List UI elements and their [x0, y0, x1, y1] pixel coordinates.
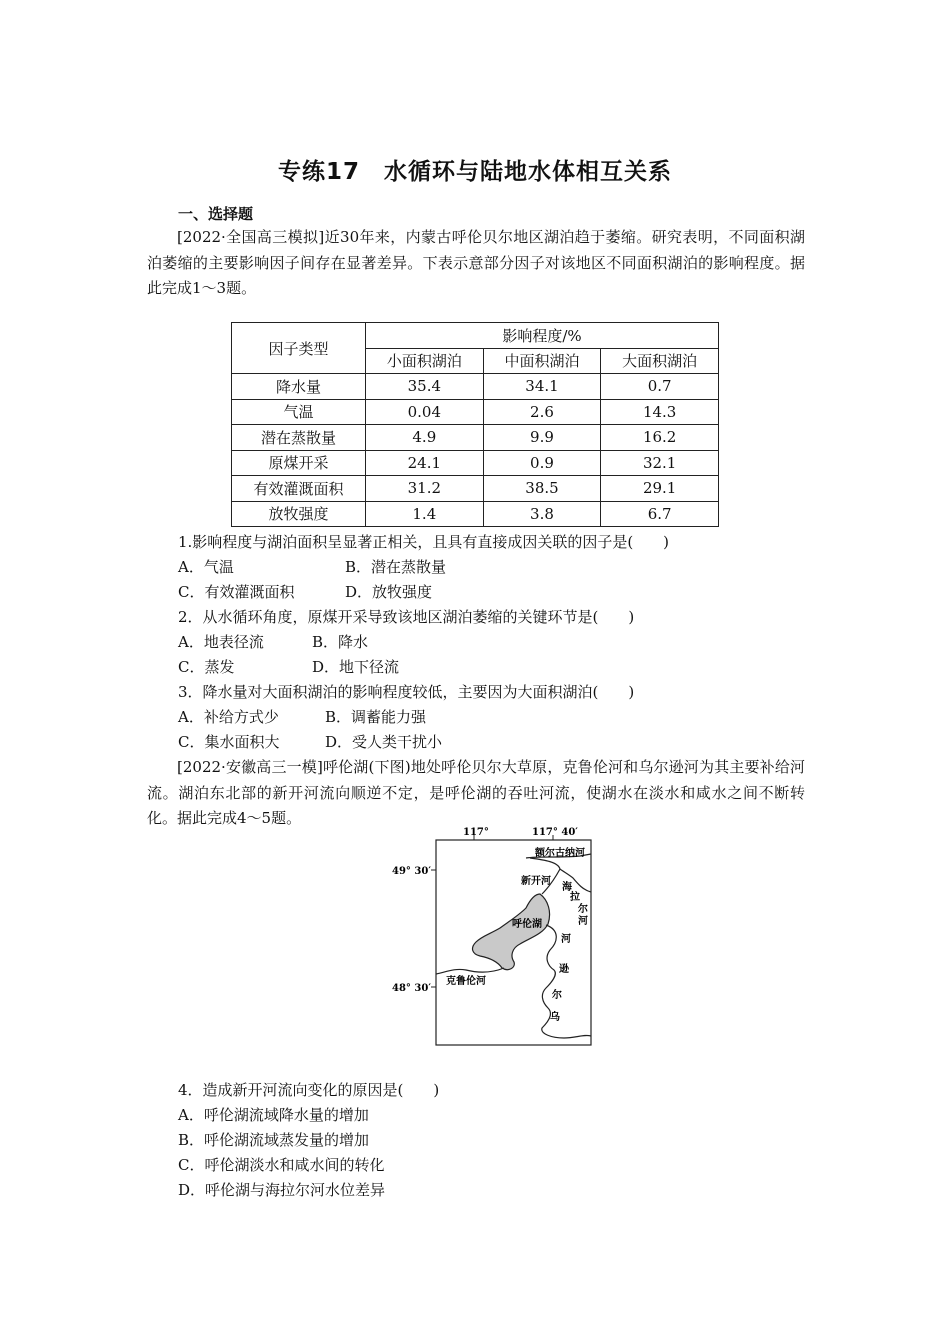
question-1-option-b[interactable]: B．潜在蒸散量 [345, 558, 447, 576]
table-col-small: 小面积湖泊 [366, 348, 484, 374]
label-hailaer-1: 海 [562, 882, 572, 893]
question-4-option-c[interactable]: C．呼伦湖淡水和咸水间的转化 [178, 1156, 385, 1174]
table-cell-factor: 潜在蒸散量 [232, 425, 366, 451]
question-3-option-d[interactable]: D．受人类干扰小 [325, 733, 443, 751]
map-lat-48-30: 48° 30′ [392, 983, 431, 994]
label-hailaer-2: 拉 [570, 892, 580, 903]
table-cell: 1.4 [366, 501, 484, 527]
intro-paragraph-2: [2022·安徽高三一模]呼伦湖(下图)地处呼伦贝尔大草原，克鲁伦河和乌尔逊河为其主要补给河流。湖泊东北部的新开河流向顺逆不定，是呼伦湖的吞吐河流，使湖水在淡水和咸水之间不断转化。据此完成4～5题。 [147, 758, 805, 827]
table-cell-factor: 原煤开采 [232, 450, 366, 476]
question-3-stem: 3．降水量对大面积湖泊的影响程度较低，主要因为大面积湖泊( ) [178, 683, 635, 701]
question-2-option-b[interactable]: B．降水 [312, 633, 369, 651]
table-row [232, 425, 719, 451]
question-3-option-b[interactable]: B．调蓄能力强 [325, 708, 427, 726]
page-title: 专练17 水循环与陆地水体相互关系 [277, 159, 672, 185]
question-1-stem: 1.影响程度与湖泊面积呈显著正相关，且具有直接成因关联的因子是( ) [178, 533, 670, 551]
hulun-lake-map [390, 822, 600, 1052]
table-col-medium: 中面积湖泊 [483, 348, 601, 374]
table-header-factor: 因子类型 [232, 323, 366, 374]
label-hailaer-3: 尔 [578, 904, 588, 915]
table-row [232, 476, 719, 502]
label-wuerxun-3: 尔 [552, 990, 562, 1001]
question-2-option-c[interactable]: C．蒸发 [178, 658, 235, 676]
table-cell: 6.7 [601, 501, 719, 527]
question-1-option-d[interactable]: D．放牧强度 [345, 583, 433, 601]
label-xinkai: 新开河 [521, 876, 551, 887]
table-row [232, 501, 719, 527]
table-cell-factor: 有效灌溉面积 [232, 476, 366, 502]
table-cell: 4.9 [366, 425, 484, 451]
table-header-impact: 影响程度/% [366, 323, 719, 349]
label-ergune: 额尔古纳河 [535, 848, 585, 859]
map-lon-117: 117° [463, 827, 489, 838]
table-cell: 16.2 [601, 425, 719, 451]
question-2-option-d[interactable]: D．地下径流 [312, 658, 400, 676]
table-cell: 38.5 [483, 476, 601, 502]
question-4-option-a[interactable]: A．呼伦湖流域降水量的增加 [178, 1106, 369, 1124]
table-cell: 0.04 [366, 399, 484, 425]
table-cell: 32.1 [601, 450, 719, 476]
section-heading: 一、选择题 [178, 205, 254, 223]
label-kelulun: 克鲁伦河 [446, 976, 486, 987]
question-2-option-a[interactable]: A．地表径流 [178, 633, 264, 651]
table-cell: 31.2 [366, 476, 484, 502]
table-cell-factor: 气温 [232, 399, 366, 425]
table-cell: 3.8 [483, 501, 601, 527]
table-col-large: 大面积湖泊 [601, 348, 719, 374]
table-row [232, 374, 719, 400]
question-3-option-a[interactable]: A．补给方式少 [178, 708, 279, 726]
table-cell: 0.9 [483, 450, 601, 476]
table-cell: 29.1 [601, 476, 719, 502]
label-hailaer-4: 河 [578, 916, 588, 927]
question-2-stem: 2．从水循环角度，原煤开采导致该地区湖泊萎缩的关键环节是( ) [178, 608, 635, 626]
label-hulun-lake: 呼伦湖 [512, 919, 542, 930]
table-row [232, 399, 719, 425]
table-cell: 2.6 [483, 399, 601, 425]
table-row [232, 450, 719, 476]
table-cell: 35.4 [366, 374, 484, 400]
question-1-option-c[interactable]: C．有效灌溉面积 [178, 583, 295, 601]
question-3-option-c[interactable]: C．集水面积大 [178, 733, 280, 751]
table-cell-factor: 放牧强度 [232, 501, 366, 527]
table-cell: 14.3 [601, 399, 719, 425]
question-1-option-a[interactable]: A．气温 [178, 558, 234, 576]
map-lon-117-40: 117° 40′ [532, 827, 578, 838]
intro-paragraph-1: [2022·全国高三模拟]近30年来，内蒙古呼伦贝尔地区湖泊趋于萎缩。研究表明，不同面积湖泊萎缩的主要影响因子间存在显著差异。下表示意部分因子对该地区不同面积湖泊的影响程度。据此完成1～3题。 [147, 228, 805, 297]
label-wuerxun-1: 河 [561, 934, 571, 945]
table-cell-factor: 降水量 [232, 374, 366, 400]
map-lat-49-30: 49° 30′ [392, 866, 431, 877]
question-4-stem: 4．造成新开河流向变化的原因是( ) [178, 1081, 440, 1099]
question-4-option-b[interactable]: B．呼伦湖流域蒸发量的增加 [178, 1131, 370, 1149]
table-cell: 24.1 [366, 450, 484, 476]
label-wuerxun-2: 逊 [559, 964, 569, 975]
label-wuerxun-4: 乌 [550, 1012, 560, 1023]
factor-table [231, 322, 719, 527]
table-cell: 9.9 [483, 425, 601, 451]
table-cell: 0.7 [601, 374, 719, 400]
question-4-option-d[interactable]: D．呼伦湖与海拉尔河水位差异 [178, 1181, 386, 1199]
table-cell: 34.1 [483, 374, 601, 400]
